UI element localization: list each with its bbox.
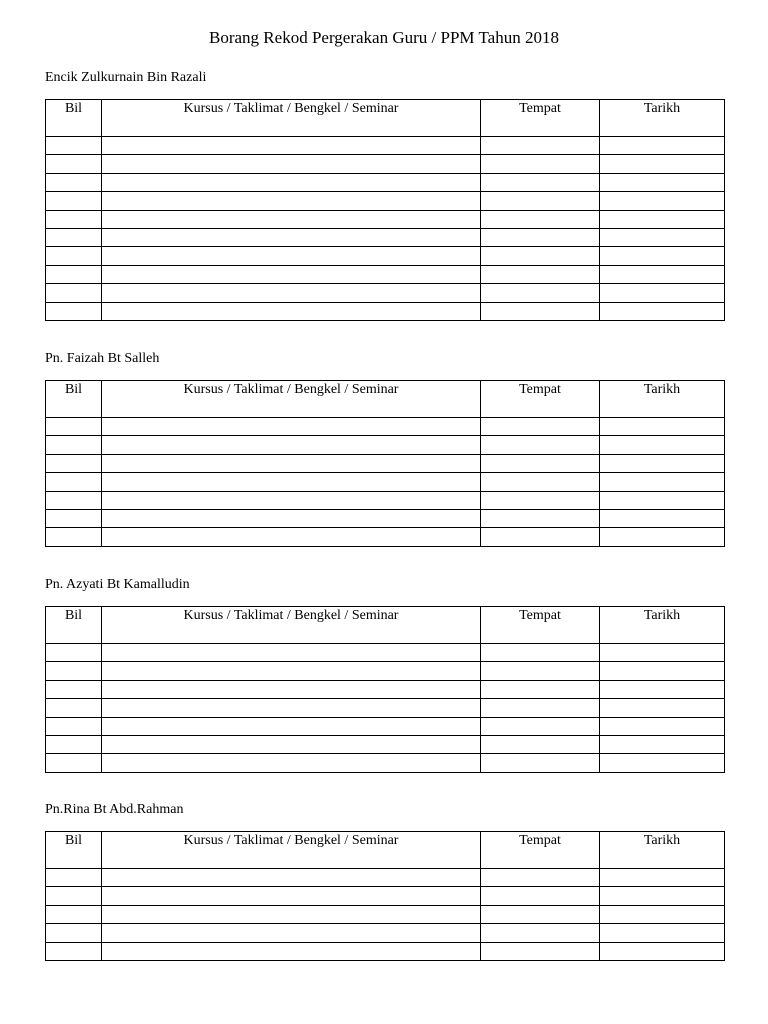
column-header-bil: Bil xyxy=(46,607,102,644)
cell-tempat xyxy=(481,302,600,320)
cell-bil xyxy=(46,528,102,546)
cell-tempat xyxy=(481,509,600,527)
table-row xyxy=(46,699,725,717)
cell-bil xyxy=(46,754,102,772)
cell-bil xyxy=(46,192,102,210)
cell-tarikh xyxy=(600,887,725,905)
cell-bil xyxy=(46,644,102,662)
cell-bil xyxy=(46,210,102,228)
cell-bil xyxy=(46,717,102,735)
cell-kursus xyxy=(102,924,481,942)
cell-tempat xyxy=(481,284,600,302)
cell-tempat xyxy=(481,699,600,717)
cell-tempat xyxy=(481,717,600,735)
cell-tarikh xyxy=(600,509,725,527)
cell-bil xyxy=(46,699,102,717)
cell-tempat xyxy=(481,436,600,454)
cell-tempat xyxy=(481,173,600,191)
cell-kursus xyxy=(102,436,481,454)
cell-kursus xyxy=(102,192,481,210)
cell-kursus xyxy=(102,265,481,283)
cell-bil xyxy=(46,247,102,265)
record-table xyxy=(45,606,725,773)
cell-tempat xyxy=(481,210,600,228)
cell-bil xyxy=(46,887,102,905)
cell-bil xyxy=(46,509,102,527)
cell-tempat xyxy=(481,155,600,173)
cell-kursus xyxy=(102,137,481,155)
cell-kursus xyxy=(102,454,481,472)
cell-kursus xyxy=(102,509,481,527)
cell-kursus xyxy=(102,735,481,753)
cell-tarikh xyxy=(600,302,725,320)
cell-bil xyxy=(46,869,102,887)
cell-tarikh xyxy=(600,924,725,942)
table-row xyxy=(46,155,725,173)
table-row xyxy=(46,228,725,246)
cell-kursus xyxy=(102,247,481,265)
column-header-tempat: Tempat xyxy=(481,607,600,644)
record-table xyxy=(45,99,725,321)
cell-bil xyxy=(46,137,102,155)
cell-kursus xyxy=(102,210,481,228)
cell-tarikh xyxy=(600,644,725,662)
cell-tarikh xyxy=(600,754,725,772)
column-header-tarikh: Tarikh xyxy=(600,100,725,137)
cell-tarikh xyxy=(600,173,725,191)
table-row xyxy=(46,887,725,905)
cell-tempat xyxy=(481,137,600,155)
cell-tarikh xyxy=(600,473,725,491)
cell-tempat xyxy=(481,735,600,753)
cell-kursus xyxy=(102,528,481,546)
column-header-tarikh: Tarikh xyxy=(600,607,725,644)
cell-tempat xyxy=(481,754,600,772)
cell-tempat xyxy=(481,887,600,905)
column-header-kursus: Kursus / Taklimat / Bengkel / Seminar xyxy=(102,381,481,418)
table-row xyxy=(46,418,725,436)
cell-kursus xyxy=(102,905,481,923)
cell-bil xyxy=(46,436,102,454)
table-header-row xyxy=(46,607,725,644)
cell-bil xyxy=(46,418,102,436)
cell-bil xyxy=(46,228,102,246)
cell-tempat xyxy=(481,265,600,283)
cell-tarikh xyxy=(600,942,725,960)
record-table xyxy=(45,380,725,547)
cell-tempat xyxy=(481,924,600,942)
table-row xyxy=(46,509,725,527)
cell-tempat xyxy=(481,228,600,246)
table-header-row xyxy=(46,100,725,137)
cell-tarikh xyxy=(600,247,725,265)
cell-tarikh xyxy=(600,284,725,302)
cell-kursus xyxy=(102,473,481,491)
cell-tempat xyxy=(481,473,600,491)
teacher-name: Encik Zulkurnain Bin Razali xyxy=(45,70,207,85)
cell-tarikh xyxy=(600,717,725,735)
teacher-name: Pn.Rina Bt Abd.Rahman xyxy=(45,802,184,817)
teacher-name: Pn. Azyati Bt Kamalludin xyxy=(45,577,190,592)
cell-tempat xyxy=(481,528,600,546)
cell-kursus xyxy=(102,680,481,698)
column-header-tempat: Tempat xyxy=(481,100,600,137)
table-row xyxy=(46,192,725,210)
cell-kursus xyxy=(102,155,481,173)
cell-kursus xyxy=(102,284,481,302)
cell-tarikh xyxy=(600,418,725,436)
cell-bil xyxy=(46,302,102,320)
table-row xyxy=(46,210,725,228)
table-row xyxy=(46,284,725,302)
cell-tarikh xyxy=(600,265,725,283)
table-row xyxy=(46,436,725,454)
cell-bil xyxy=(46,924,102,942)
cell-kursus xyxy=(102,754,481,772)
cell-tempat xyxy=(481,192,600,210)
cell-kursus xyxy=(102,491,481,509)
page-title: Borang Rekod Pergerakan Guru / PPM Tahun 2018 xyxy=(209,28,559,47)
cell-kursus xyxy=(102,644,481,662)
cell-tarikh xyxy=(600,528,725,546)
column-header-bil: Bil xyxy=(46,381,102,418)
table-row xyxy=(46,265,725,283)
column-header-kursus: Kursus / Taklimat / Bengkel / Seminar xyxy=(102,832,481,869)
cell-bil xyxy=(46,155,102,173)
table-row xyxy=(46,905,725,923)
record-table xyxy=(45,831,725,961)
cell-bil xyxy=(46,942,102,960)
table-row xyxy=(46,473,725,491)
cell-tarikh xyxy=(600,662,725,680)
cell-tempat xyxy=(481,491,600,509)
column-header-tempat: Tempat xyxy=(481,381,600,418)
table-row xyxy=(46,528,725,546)
cell-bil xyxy=(46,735,102,753)
cell-bil xyxy=(46,491,102,509)
table-row xyxy=(46,247,725,265)
column-header-bil: Bil xyxy=(46,100,102,137)
column-header-kursus: Kursus / Taklimat / Bengkel / Seminar xyxy=(102,100,481,137)
cell-kursus xyxy=(102,887,481,905)
cell-tarikh xyxy=(600,735,725,753)
table-row xyxy=(46,680,725,698)
cell-kursus xyxy=(102,173,481,191)
cell-bil xyxy=(46,680,102,698)
table-row xyxy=(46,754,725,772)
table-row xyxy=(46,735,725,753)
cell-kursus xyxy=(102,662,481,680)
cell-tarikh xyxy=(600,454,725,472)
table-row xyxy=(46,924,725,942)
cell-kursus xyxy=(102,942,481,960)
cell-kursus xyxy=(102,717,481,735)
cell-tempat xyxy=(481,905,600,923)
table-header-row xyxy=(46,381,725,418)
column-header-kursus: Kursus / Taklimat / Bengkel / Seminar xyxy=(102,607,481,644)
column-header-tarikh: Tarikh xyxy=(600,381,725,418)
cell-bil xyxy=(46,265,102,283)
cell-tempat xyxy=(481,942,600,960)
cell-bil xyxy=(46,662,102,680)
cell-kursus xyxy=(102,869,481,887)
column-header-tarikh: Tarikh xyxy=(600,832,725,869)
cell-kursus xyxy=(102,302,481,320)
table-row xyxy=(46,302,725,320)
cell-bil xyxy=(46,284,102,302)
cell-tempat xyxy=(481,418,600,436)
cell-tempat xyxy=(481,680,600,698)
cell-tarikh xyxy=(600,699,725,717)
table-row xyxy=(46,869,725,887)
teacher-name: Pn. Faizah Bt Salleh xyxy=(45,351,160,366)
cell-tempat xyxy=(481,454,600,472)
column-header-bil: Bil xyxy=(46,832,102,869)
table-row xyxy=(46,491,725,509)
cell-bil xyxy=(46,173,102,191)
cell-kursus xyxy=(102,418,481,436)
cell-tarikh xyxy=(600,210,725,228)
cell-tarikh xyxy=(600,491,725,509)
table-row xyxy=(46,662,725,680)
cell-tarikh xyxy=(600,680,725,698)
cell-tarikh xyxy=(600,228,725,246)
table-header-row xyxy=(46,832,725,869)
cell-tarikh xyxy=(600,905,725,923)
table-row xyxy=(46,454,725,472)
table-row xyxy=(46,137,725,155)
table-row xyxy=(46,717,725,735)
table-row xyxy=(46,644,725,662)
cell-bil xyxy=(46,454,102,472)
cell-tempat xyxy=(481,662,600,680)
cell-tempat xyxy=(481,247,600,265)
cell-bil xyxy=(46,905,102,923)
cell-kursus xyxy=(102,228,481,246)
cell-tarikh xyxy=(600,155,725,173)
table-row xyxy=(46,173,725,191)
cell-bil xyxy=(46,473,102,491)
table-row xyxy=(46,942,725,960)
cell-tarikh xyxy=(600,192,725,210)
cell-tempat xyxy=(481,869,600,887)
cell-tarikh xyxy=(600,137,725,155)
cell-kursus xyxy=(102,699,481,717)
cell-tempat xyxy=(481,644,600,662)
column-header-tempat: Tempat xyxy=(481,832,600,869)
cell-tarikh xyxy=(600,869,725,887)
cell-tarikh xyxy=(600,436,725,454)
